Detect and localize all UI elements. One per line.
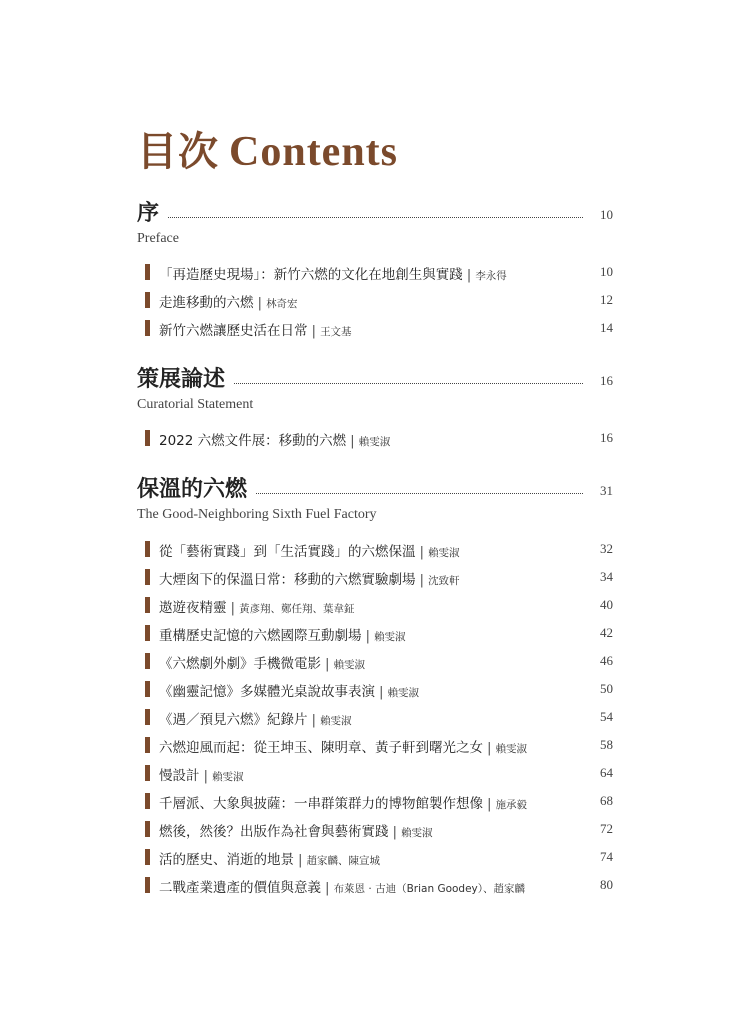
entry-page-number: 64 [600, 765, 613, 780]
entry-author: 沈致軒 [428, 575, 460, 587]
toc-entry[interactable]: 活的歷史、消逝的地景 | 趙家麟、陳宣城 74 [137, 846, 613, 866]
section-curatorial [137, 365, 613, 413]
entry-page-number: 68 [600, 793, 613, 808]
toc-entry[interactable]: 重構歷史記憶的六燃國際互動劇場 | 賴雯淑 42 [137, 622, 613, 642]
page-title [137, 120, 398, 177]
toc-entry[interactable]: 六燃迎風而起：從王坤玉、陳明章、黃子軒到曙光之女 | 賴雯淑 58 [137, 734, 613, 754]
entry-marker-icon [145, 793, 150, 809]
toc-entry[interactable]: 千層派、大象與披薩：一串群策群力的博物館製作想像 | 施承毅 68 [137, 790, 613, 810]
entry-title: 《六燃劇外劇》手機微電影 [159, 656, 321, 672]
entry-marker-icon [145, 264, 150, 280]
section-good-neighboring [137, 475, 613, 523]
entry-title: 新竹六燃讓歷史活在日常 [159, 323, 308, 339]
entry-title: 慢設計 [159, 768, 200, 784]
section-title-zh: 序 [137, 199, 167, 227]
entry-title: 「再造歷史現場」：新竹六燃的文化在地創生與實踐 [159, 267, 463, 283]
entry-page-number: 34 [600, 569, 613, 584]
entry-title: 二戰產業遺產的價值與意義 [159, 880, 321, 896]
entry-marker-icon [145, 821, 150, 837]
entry-author: 施承毅 [495, 799, 528, 811]
entry-title: 千層派、大象與披薩：一串群策群力的博物館製作想像 [159, 796, 483, 812]
entry-marker-icon [145, 541, 150, 557]
entry-author: 賴雯淑 [212, 771, 244, 783]
entry-title: 燃後，然後？出版作為社會與藝術實踐 [159, 824, 389, 840]
toc-entry[interactable]: 2022 六燃文件展：移動的六燃 | 賴雯淑 16 [137, 427, 613, 447]
entry-marker-icon [145, 625, 150, 641]
entry-author: 黃彥翔、鄭任翔、葉韋鉦 [239, 603, 355, 615]
entry-page-number: 46 [600, 653, 613, 668]
entry-marker-icon [145, 765, 150, 781]
entry-author: 趙家麟、陳宣城 [306, 855, 381, 867]
section-heading [137, 475, 613, 505]
entry-title: 《遇／預見六燃》紀錄片 [159, 712, 308, 728]
entry-marker-icon [145, 681, 150, 697]
entry-author: 李永得 [475, 270, 507, 282]
section-page-number: 10 [600, 207, 613, 222]
entry-author: 王文基 [320, 326, 352, 338]
entry-marker-icon [145, 430, 150, 446]
toc-entry[interactable]: 新竹六燃讓歷史活在日常 | 王文基 14 [137, 317, 613, 337]
entry-page-number: 10 [600, 264, 613, 279]
entry-page-number: 16 [600, 430, 613, 445]
toc-entry[interactable]: 大煙囪下的保溫日常：移動的六燃實驗劇場 | 沈致軒 34 [137, 566, 613, 586]
entry-marker-icon [145, 849, 150, 865]
entry-marker-icon [145, 653, 150, 669]
entry-page-number: 72 [600, 821, 613, 836]
section-preface [137, 199, 613, 247]
section-title-en: Preface [137, 231, 179, 246]
section-heading [137, 199, 613, 229]
entry-page-number: 40 [600, 597, 613, 612]
toc-entry[interactable]: 走進移動的六燃 | 林奇宏 12 [137, 289, 613, 309]
entry-title: 大煙囪下的保溫日常：移動的六燃實驗劇場 [159, 572, 416, 588]
entry-page-number: 42 [600, 625, 613, 640]
toc-entry[interactable]: 慢設計 | 賴雯淑 64 [137, 762, 613, 782]
section-title-zh: 保溫的六燃 [137, 475, 255, 503]
entry-marker-icon [145, 320, 150, 336]
toc-entry[interactable]: 《遇／預見六燃》紀錄片 | 賴雯淑 54 [137, 706, 613, 726]
entry-page-number: 58 [600, 737, 613, 752]
entry-author: 賴雯淑 [333, 659, 366, 671]
entry-page-number: 14 [600, 320, 613, 335]
entry-page-number: 12 [600, 292, 613, 307]
dotted-leader [137, 217, 583, 218]
entry-marker-icon [145, 569, 150, 585]
toc-entry[interactable]: 遨遊夜精靈 | 黃彥翔、鄭任翔、葉韋鉦 40 [137, 594, 613, 614]
entry-marker-icon [145, 877, 150, 893]
section-title-en: Curatorial Statement [137, 397, 254, 412]
entry-title: 遨遊夜精靈 [159, 600, 227, 616]
entry-author: 賴雯淑 [387, 687, 420, 699]
toc-entry[interactable]: 從「藝術實踐」到「生活實踐」的六燃保溫 | 賴雯淑 32 [137, 538, 613, 558]
entry-title: 從「藝術實踐」到「生活實踐」的六燃保溫 [159, 544, 416, 560]
toc-entry[interactable]: 「再造歷史現場」：新竹六燃的文化在地創生與實踐 | 李永得 10 [137, 261, 613, 281]
entry-author: 賴雯淑 [495, 743, 528, 755]
entry-marker-icon [145, 709, 150, 725]
entry-title: 走進移動的六燃 [159, 295, 254, 311]
entry-page-number: 54 [600, 709, 613, 724]
entry-author: 賴雯淑 [428, 547, 460, 559]
entry-page-number: 74 [600, 849, 613, 864]
entry-page-number: 32 [600, 541, 613, 556]
entry-title: 2022 六燃文件展：移動的六燃 [159, 433, 347, 449]
entry-author: 布萊恩 ‧ 古迪（Brian Goodey）、趙家麟 [333, 883, 526, 895]
toc-entry[interactable]: 二戰產業遺產的價值與意義 | 布萊恩 ‧ 古迪（Brian Goodey）、趙家麟 80 [137, 874, 613, 894]
section-page-number: 16 [600, 373, 613, 388]
entry-author: 林奇宏 [266, 298, 298, 310]
section-heading [137, 365, 613, 395]
entry-author: 賴雯淑 [320, 715, 352, 727]
entry-title: 重構歷史記憶的六燃國際互動劇場 [159, 628, 362, 644]
entry-title: 《幽靈記憶》多媒體光桌說故事表演 [159, 684, 375, 700]
toc-entry[interactable]: 《六燃劇外劇》手機微電影 | 賴雯淑 46 [137, 650, 613, 670]
section-page-number: 31 [600, 483, 613, 498]
title-zh: 目次 [137, 128, 219, 175]
entry-marker-icon [145, 737, 150, 753]
entry-page-number: 50 [600, 681, 613, 696]
title-en: Contents [229, 129, 399, 175]
entry-author: 賴雯淑 [358, 436, 391, 448]
entry-author: 賴雯淑 [401, 827, 433, 839]
entry-marker-icon [145, 292, 150, 308]
section-title-en: The Good-Neighboring Sixth Fuel Factory [137, 507, 377, 522]
entry-marker-icon [145, 597, 150, 613]
entry-title: 活的歷史、消逝的地景 [159, 852, 294, 868]
toc-entry[interactable]: 燃後，然後？出版作為社會與藝術實踐 | 賴雯淑 72 [137, 818, 613, 838]
entry-title: 六燃迎風而起：從王坤玉、陳明章、黃子軒到曙光之女 [159, 740, 483, 756]
entry-author: 賴雯淑 [374, 631, 406, 643]
entry-page-number: 80 [600, 877, 613, 892]
toc-entry[interactable]: 《幽靈記憶》多媒體光桌說故事表演 | 賴雯淑 50 [137, 678, 613, 698]
section-title-zh: 策展論述 [137, 365, 233, 393]
